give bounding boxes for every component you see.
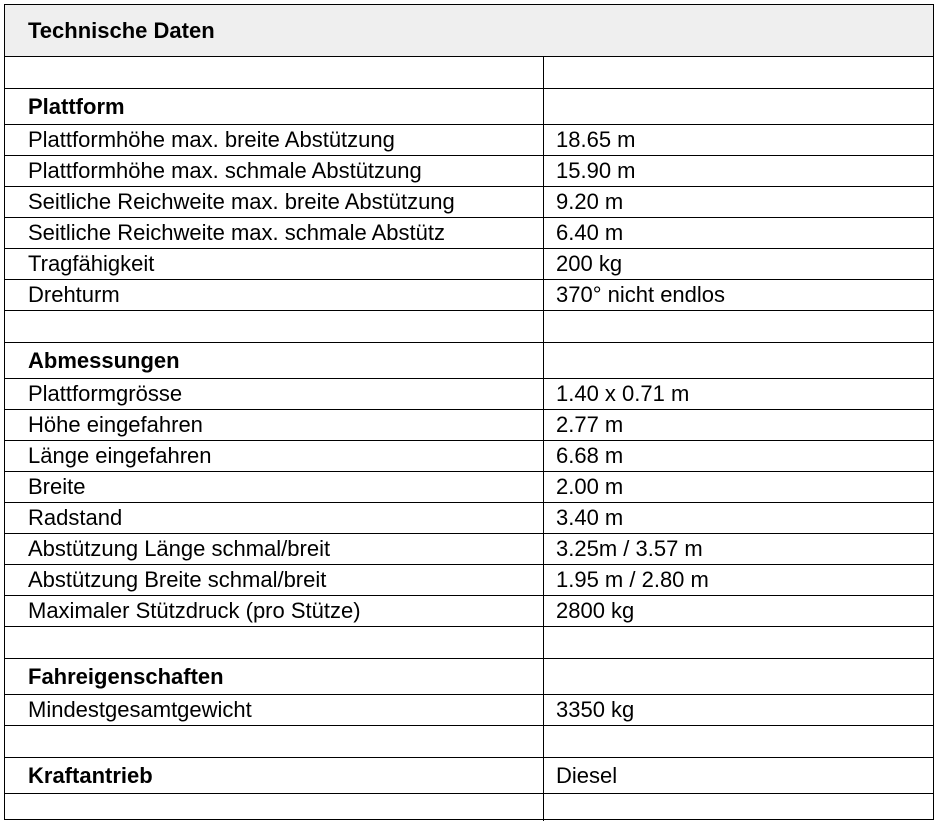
table-row — [5, 472, 933, 503]
row-value: 3350 kg — [556, 697, 635, 722]
table-row — [5, 758, 933, 794]
section-heading: Kraftantrieb — [28, 762, 153, 788]
table-row — [5, 311, 933, 343]
row-label — [28, 627, 540, 658]
row-value: 15.90 m — [556, 158, 636, 183]
row-label: Plattformhöhe max. breite Abstützung — [28, 127, 395, 152]
section-heading: Plattform — [28, 93, 125, 119]
row-value: 6.40 m — [556, 220, 624, 245]
table-row — [5, 280, 933, 311]
row-value: 3.25m / 3.57 m — [556, 536, 703, 561]
row-value: 6.68 m — [556, 443, 624, 468]
row-label: Tragfähigkeit — [28, 251, 155, 276]
row-label: Radstand — [28, 505, 123, 530]
table-row — [5, 57, 933, 89]
table-row — [5, 441, 933, 472]
table-header — [5, 5, 933, 57]
row-value — [556, 794, 926, 826]
table-row — [5, 534, 933, 565]
row-label — [28, 726, 540, 757]
row-label: Mindestgesamtgewicht — [28, 697, 252, 722]
row-label: Abstützung Länge schmal/breit — [28, 536, 331, 561]
row-value: 2800 kg — [556, 598, 635, 623]
row-value: Diesel — [556, 762, 618, 788]
table-row — [5, 410, 933, 441]
table-row — [5, 125, 933, 156]
table-row — [5, 218, 933, 249]
row-value — [556, 343, 926, 378]
row-label: Höhe eingefahren — [28, 412, 203, 437]
row-label: Drehturm — [28, 282, 120, 307]
table-row — [5, 503, 933, 534]
row-label: Maximaler Stützdruck (pro Stütze) — [28, 598, 361, 623]
table-row — [5, 596, 933, 627]
row-label: Länge eingefahren — [28, 443, 212, 468]
row-label — [28, 57, 540, 88]
table-title: Technische Daten — [28, 18, 215, 43]
table-row — [5, 565, 933, 596]
table-row — [5, 726, 933, 758]
row-label: Abstützung Breite schmal/breit — [28, 567, 327, 592]
row-value: 200 kg — [556, 251, 623, 276]
row-value: 370° nicht endlos — [556, 282, 726, 307]
row-label: Plattformgrösse — [28, 381, 183, 406]
table-row — [5, 249, 933, 280]
table-row — [5, 187, 933, 218]
row-label — [28, 794, 540, 826]
table-row — [5, 695, 933, 726]
section-heading: Fahreigenschaften — [28, 663, 224, 689]
row-label: Plattformhöhe max. schmale Abstützung — [28, 158, 422, 183]
spec-table — [4, 4, 934, 820]
table-row — [5, 379, 933, 410]
table-row — [5, 794, 933, 826]
table-row — [5, 627, 933, 659]
row-value — [556, 726, 926, 757]
row-value: 2.00 m — [556, 474, 624, 499]
column-divider — [543, 57, 544, 821]
row-value: 2.77 m — [556, 412, 624, 437]
table-row — [5, 89, 933, 125]
section-heading: Abmessungen — [28, 347, 180, 373]
row-value — [556, 57, 926, 88]
row-value: 18.65 m — [556, 127, 636, 152]
row-value — [556, 659, 926, 694]
row-value: 3.40 m — [556, 505, 624, 530]
row-label: Seitliche Reichweite max. breite Abstützung — [28, 189, 455, 214]
row-label: Seitliche Reichweite max. schmale Abstütz — [28, 220, 445, 245]
table-row — [5, 659, 933, 695]
row-value — [556, 627, 926, 658]
row-label: Breite — [28, 474, 86, 499]
table-row — [5, 343, 933, 379]
row-value: 1.95 m / 2.80 m — [556, 567, 709, 592]
row-value — [556, 89, 926, 124]
row-value: 1.40 x 0.71 m — [556, 381, 690, 406]
row-value: 9.20 m — [556, 189, 624, 214]
row-value — [556, 311, 926, 342]
table-row — [5, 156, 933, 187]
row-label — [28, 311, 540, 342]
